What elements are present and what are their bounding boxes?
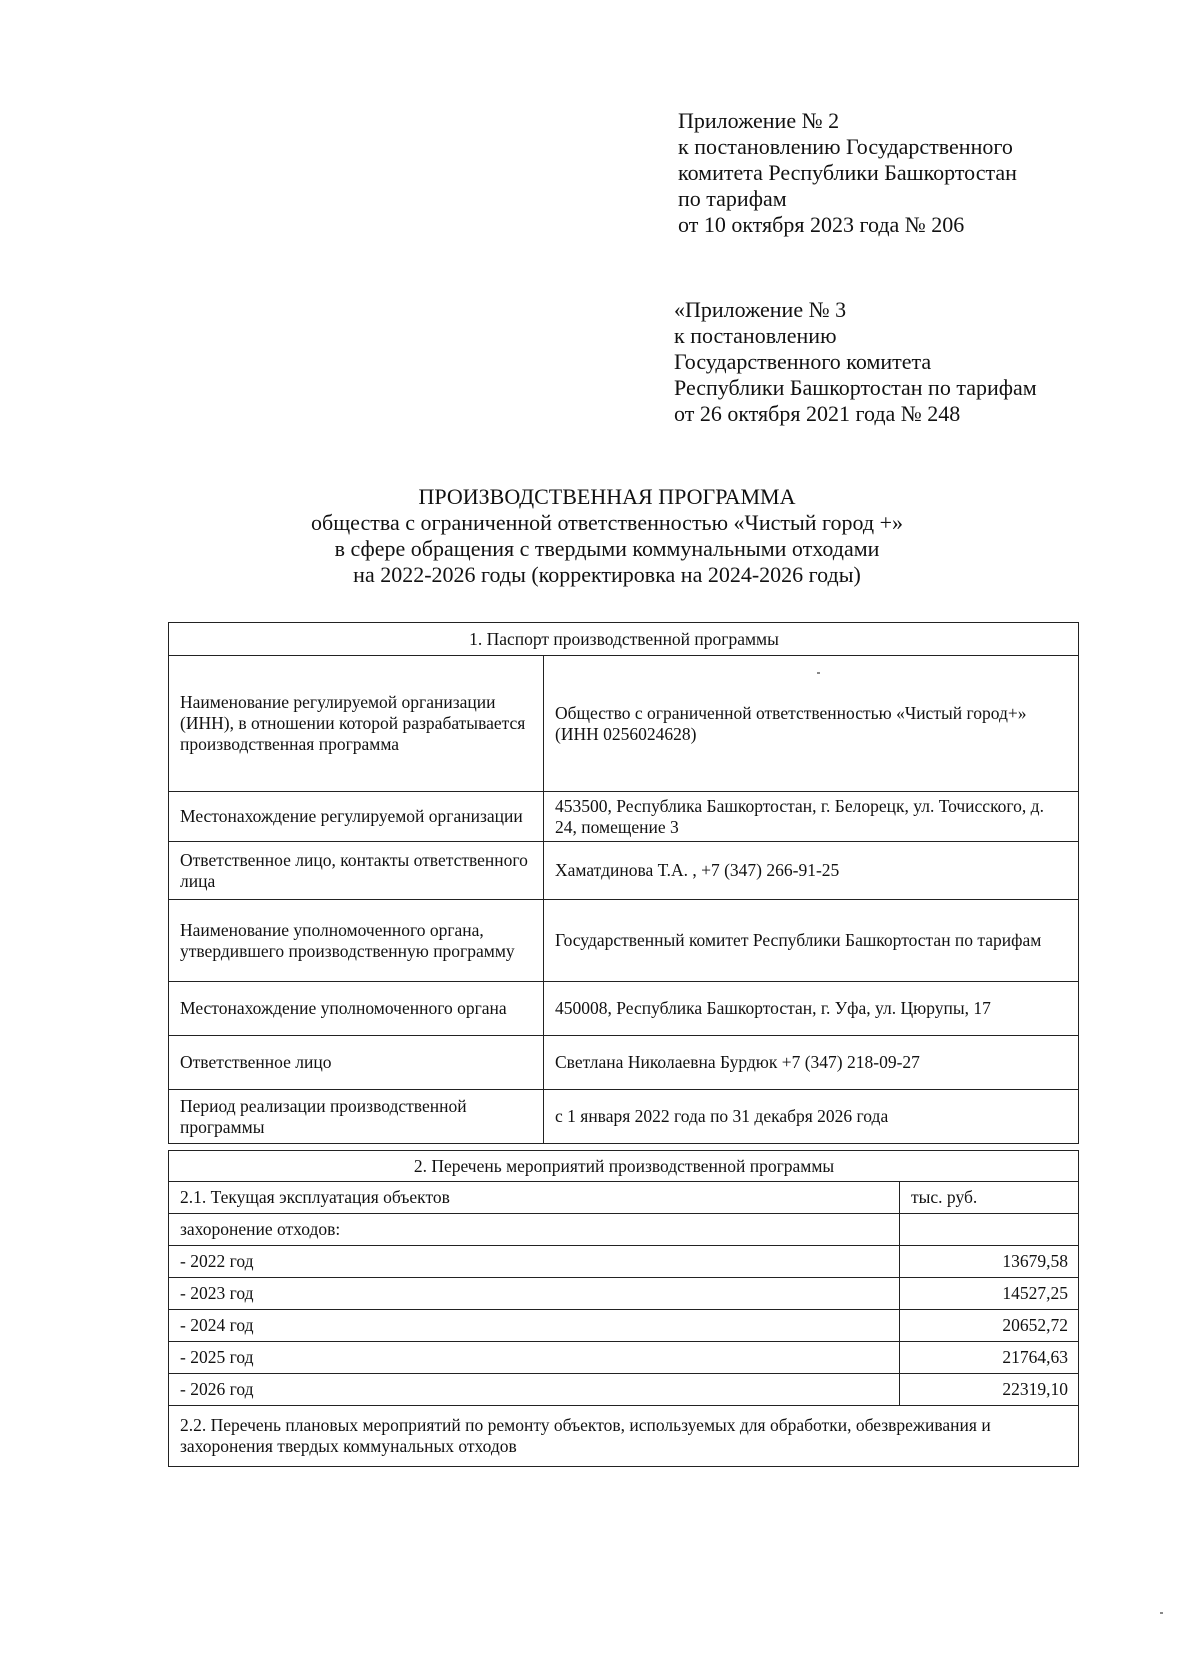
year-label: - 2026 год [169, 1374, 900, 1406]
item-2-2-row [169, 1406, 1079, 1467]
category-value-empty [900, 1214, 1079, 1246]
passport-label: Период реализации производственной программы [169, 1090, 544, 1144]
passport-row [169, 842, 1079, 900]
year-label: - 2025 год [169, 1342, 900, 1374]
passport-value: с 1 января 2022 года по 31 декабря 2026 года [544, 1090, 1079, 1144]
year-label: - 2022 год [169, 1246, 900, 1278]
category-label: захоронение отходов: [169, 1214, 900, 1246]
passport-value: Государственный комитет Республики Башкортостан по тарифам [544, 900, 1079, 982]
appendix-2-line: к постановлению Государственного [678, 134, 1013, 159]
year-row [169, 1374, 1079, 1406]
appendix-2-line: по тарифам [678, 186, 787, 211]
unit-label: тыс. руб. [900, 1182, 1079, 1214]
program-table [168, 622, 1079, 1144]
year-row [169, 1342, 1079, 1374]
passport-label: Местонахождение регулируемой организации [169, 792, 544, 842]
appendix-3-line: Государственного комитета [674, 349, 932, 374]
item-2-2-text: 2.2. Перечень плановых мероприятий по ремонту объектов, используемых для обработки, обезвреживания и захоронения твердых коммунальных отходов [169, 1406, 1079, 1467]
passport-row [169, 656, 1079, 792]
passport-label: Местонахождение уполномоченного органа [169, 982, 544, 1036]
passport-value: 450008, Республика Башкортостан, г. Уфа, ул. Цюрупы, 17 [544, 982, 1079, 1036]
appendix-2-line: Приложение № 2 [678, 108, 840, 133]
appendix-3-line: Республики Башкортостан по тарифам [674, 375, 1037, 400]
measures-table [168, 1150, 1079, 1467]
appendix-3-line: от 26 октября 2021 года № 248 [674, 401, 961, 426]
year-label: - 2024 год [169, 1310, 900, 1342]
passport-row [169, 1090, 1079, 1144]
section-2-header: 2. Перечень мероприятий производственной программы [169, 1151, 1079, 1182]
passport-value: Общество с ограниченной ответственностью «Чистый город+» (ИНН 0256024628) [544, 656, 1079, 792]
appendix-2-block [678, 108, 1017, 238]
passport-row [169, 1036, 1079, 1090]
passport-row [169, 792, 1079, 842]
scan-speck [817, 672, 820, 674]
year-row [169, 1246, 1079, 1278]
passport-row [169, 982, 1079, 1036]
appendix-3-block [674, 297, 1037, 427]
subsection-row [169, 1182, 1079, 1214]
title-line: на 2022-2026 годы (корректировка на 2024-2026 годы) [353, 562, 861, 587]
passport-label: Наименование регулируемой организации (ИНН), в отношении которой разрабатывается производственная программа [169, 656, 544, 792]
year-row [169, 1310, 1079, 1342]
section-1-header-row [169, 623, 1079, 656]
appendix-2-line: от 10 октября 2023 года № 206 [678, 212, 965, 237]
title-heading: ПРОИЗВОДСТВЕННАЯ ПРОГРАММА [418, 484, 796, 509]
passport-row [169, 900, 1079, 982]
year-row [169, 1278, 1079, 1310]
passport-value: Светлана Николаевна Бурдюк +7 (347) 218-09-27 [544, 1036, 1079, 1090]
appendix-2-line: комитета Республики Башкортостан [678, 160, 1017, 185]
appendix-3-line: «Приложение № 3 [674, 297, 847, 322]
section-2-header-row [169, 1151, 1079, 1182]
appendix-3-line: к постановлению [674, 323, 837, 348]
year-value: 14527,25 [900, 1278, 1079, 1310]
subsection-label: 2.1. Текущая эксплуатация объектов [169, 1182, 900, 1214]
year-value: 21764,63 [900, 1342, 1079, 1374]
title-line: в сфере обращения с твердыми коммунальными отходами [334, 536, 880, 561]
passport-label: Ответственное лицо [169, 1036, 544, 1090]
passport-value: 453500, Республика Башкортостан, г. Белорецк, ул. Точисского, д. 24, помещение 3 [544, 792, 1079, 842]
year-value: 22319,10 [900, 1374, 1079, 1406]
document-title [160, 484, 1054, 588]
year-value: 13679,58 [900, 1246, 1079, 1278]
section-1-header: 1. Паспорт производственной программы [169, 623, 1079, 656]
passport-value: Хаматдинова Т.А. , +7 (347) 266-91-25 [544, 842, 1079, 900]
year-label: - 2023 год [169, 1278, 900, 1310]
scan-speck [1160, 1612, 1163, 1614]
title-line: общества с ограниченной ответственностью «Чистый город +» [311, 510, 903, 535]
passport-label: Ответственное лицо, контакты ответственного лица [169, 842, 544, 900]
year-value: 20652,72 [900, 1310, 1079, 1342]
category-row [169, 1214, 1079, 1246]
passport-label: Наименование уполномоченного органа, утвердившего производственную программу [169, 900, 544, 982]
